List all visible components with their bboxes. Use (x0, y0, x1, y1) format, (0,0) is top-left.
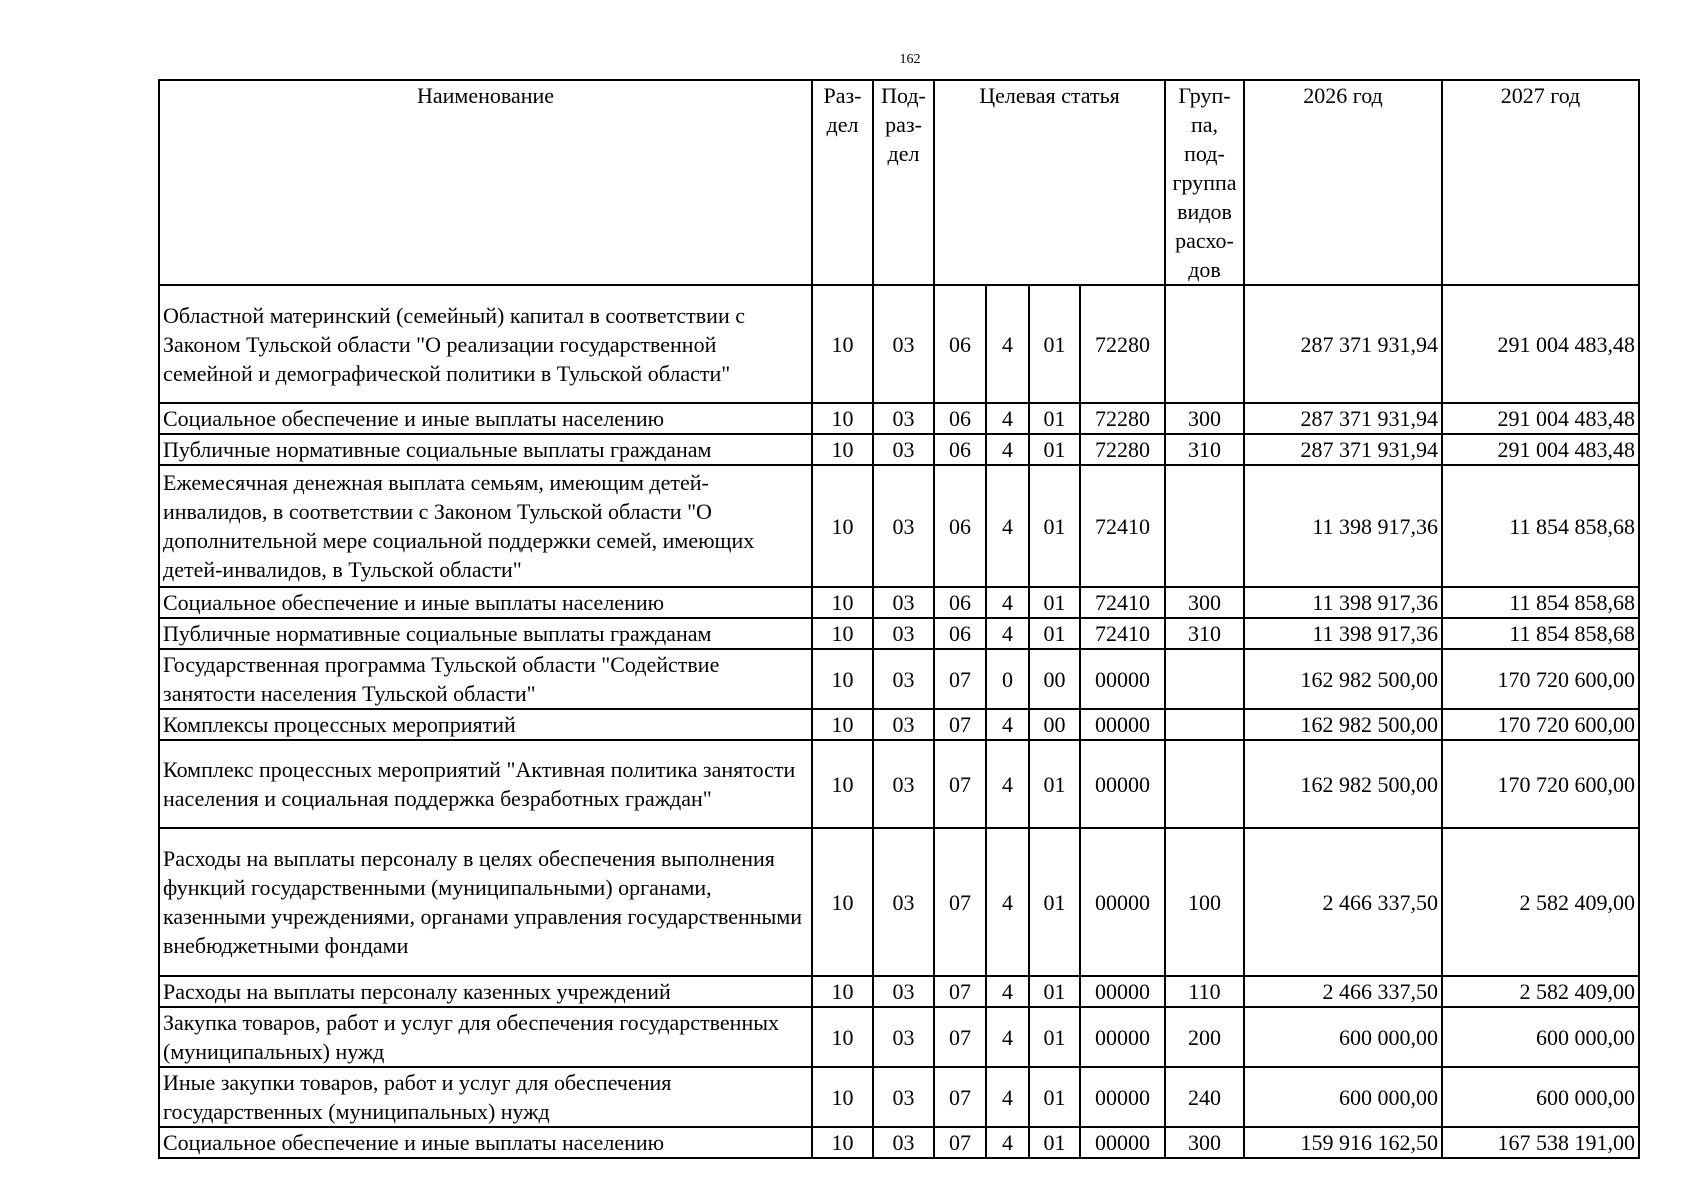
row-target-direction: 72280 (1080, 434, 1165, 465)
row-target-program: 07 (934, 1127, 986, 1158)
row-amount-2026: 287 371 931,94 (1244, 434, 1442, 465)
row-target-program: 07 (934, 740, 986, 828)
row-podrazdel: 03 (873, 740, 934, 828)
row-target-program: 07 (934, 649, 986, 709)
row-name: Ежемесячная денежная выплата семьям, имеющим детей-инвалидов, в соответствии с Законом Тульской области "О дополнительной мере социальной поддержки семей, имеющих детей-инвалидов, в Тульской области" (159, 465, 812, 587)
row-name: Комплексы процессных мероприятий (159, 709, 812, 740)
row-target-program: 07 (934, 1007, 986, 1067)
row-name: Областной материнский (семейный) капитал в соответствии с Законом Тульской области "О реализации государственной семейной и демографической политики в Тульской области" (159, 285, 812, 403)
row-expense-group: 310 (1165, 434, 1244, 465)
table-row (159, 709, 1639, 740)
row-target-event: 00 (1029, 649, 1080, 709)
row-podrazdel: 03 (873, 587, 934, 618)
row-amount-2027: 11 854 858,68 (1442, 465, 1639, 587)
row-target-event: 01 (1029, 434, 1080, 465)
row-amount-2026: 162 982 500,00 (1244, 740, 1442, 828)
row-target-direction: 00000 (1080, 1067, 1165, 1127)
row-target-direction: 00000 (1080, 1007, 1165, 1067)
row-expense-group: 300 (1165, 587, 1244, 618)
row-target-event: 01 (1029, 618, 1080, 649)
header-row (159, 80, 1639, 285)
budget-table (158, 79, 1640, 1159)
row-amount-2026: 600 000,00 (1244, 1007, 1442, 1067)
table-row (159, 1127, 1639, 1158)
header-2027: 2027 год (1442, 80, 1639, 285)
row-amount-2026: 11 398 917,36 (1244, 587, 1442, 618)
row-name: Публичные нормативные социальные выплаты гражданам (159, 434, 812, 465)
row-target-type: 4 (986, 976, 1029, 1007)
row-razdel: 10 (812, 587, 873, 618)
row-target-type: 4 (986, 465, 1029, 587)
row-target-direction: 00000 (1080, 740, 1165, 828)
table-row (159, 740, 1639, 828)
row-podrazdel: 03 (873, 976, 934, 1007)
row-target-event: 01 (1029, 1067, 1080, 1127)
row-expense-group (1165, 709, 1244, 740)
row-amount-2026: 162 982 500,00 (1244, 709, 1442, 740)
row-expense-group: 240 (1165, 1067, 1244, 1127)
row-amount-2027: 170 720 600,00 (1442, 649, 1639, 709)
row-amount-2026: 159 916 162,50 (1244, 1127, 1442, 1158)
row-razdel: 10 (812, 403, 873, 434)
row-expense-group (1165, 649, 1244, 709)
table-row (159, 1007, 1639, 1067)
row-amount-2027: 2 582 409,00 (1442, 976, 1639, 1007)
row-target-type: 0 (986, 649, 1029, 709)
table-row (159, 828, 1639, 976)
row-target-program: 06 (934, 465, 986, 587)
row-expense-group: 310 (1165, 618, 1244, 649)
row-name: Публичные нормативные социальные выплаты гражданам (159, 618, 812, 649)
row-razdel: 10 (812, 709, 873, 740)
row-target-event: 01 (1029, 740, 1080, 828)
row-target-type: 4 (986, 1007, 1029, 1067)
table-row (159, 1067, 1639, 1127)
row-expense-group (1165, 740, 1244, 828)
row-razdel: 10 (812, 1007, 873, 1067)
table-row (159, 465, 1639, 587)
row-name: Расходы на выплаты персоналу в целях обеспечения выполнения функций государственными (муниципальными) органами, казенными учреждениями, органами управления государственными внебюджетными фондами (159, 828, 812, 976)
row-name: Социальное обеспечение и иные выплаты населению (159, 1127, 812, 1158)
row-amount-2027: 2 582 409,00 (1442, 828, 1639, 976)
row-amount-2027: 170 720 600,00 (1442, 709, 1639, 740)
row-target-event: 01 (1029, 465, 1080, 587)
row-target-program: 07 (934, 976, 986, 1007)
row-name: Социальное обеспечение и иные выплаты населению (159, 587, 812, 618)
row-target-event: 01 (1029, 1007, 1080, 1067)
row-target-type: 4 (986, 618, 1029, 649)
row-target-direction: 00000 (1080, 709, 1165, 740)
row-razdel: 10 (812, 618, 873, 649)
row-target-program: 07 (934, 709, 986, 740)
row-expense-group (1165, 285, 1244, 403)
row-amount-2027: 291 004 483,48 (1442, 403, 1639, 434)
row-target-event: 01 (1029, 403, 1080, 434)
row-podrazdel: 03 (873, 403, 934, 434)
row-razdel: 10 (812, 740, 873, 828)
row-target-event: 01 (1029, 1127, 1080, 1158)
row-podrazdel: 03 (873, 465, 934, 587)
row-target-direction: 72410 (1080, 465, 1165, 587)
header-expense-group: Груп- па, под- группа видов расхо- дов (1165, 80, 1244, 285)
table-row (159, 618, 1639, 649)
row-amount-2027: 291 004 483,48 (1442, 285, 1639, 403)
row-target-type: 4 (986, 828, 1029, 976)
row-razdel: 10 (812, 465, 873, 587)
row-target-type: 4 (986, 434, 1029, 465)
header-podrazdel: Под- раз- дел (873, 80, 934, 285)
row-razdel: 10 (812, 1127, 873, 1158)
row-podrazdel: 03 (873, 828, 934, 976)
row-target-program: 07 (934, 1067, 986, 1127)
row-amount-2027: 167 538 191,00 (1442, 1127, 1639, 1158)
row-amount-2026: 11 398 917,36 (1244, 618, 1442, 649)
row-amount-2026: 2 466 337,50 (1244, 828, 1442, 976)
row-name: Государственная программа Тульской области "Содействие занятости населения Тульской области" (159, 649, 812, 709)
row-target-type: 4 (986, 403, 1029, 434)
row-target-direction: 00000 (1080, 1127, 1165, 1158)
row-amount-2027: 11 854 858,68 (1442, 618, 1639, 649)
row-podrazdel: 03 (873, 1067, 934, 1127)
row-razdel: 10 (812, 976, 873, 1007)
header-target-article: Целевая статья (934, 80, 1165, 285)
row-target-event: 01 (1029, 587, 1080, 618)
row-amount-2026: 287 371 931,94 (1244, 403, 1442, 434)
row-expense-group: 200 (1165, 1007, 1244, 1067)
page-number: 162 (899, 52, 921, 67)
row-target-direction: 72410 (1080, 618, 1165, 649)
header-2026: 2026 год (1244, 80, 1442, 285)
row-expense-group: 300 (1165, 403, 1244, 434)
row-podrazdel: 03 (873, 1007, 934, 1067)
table-row (159, 403, 1639, 434)
row-amount-2026: 2 466 337,50 (1244, 976, 1442, 1007)
row-expense-group (1165, 465, 1244, 587)
row-amount-2026: 287 371 931,94 (1244, 285, 1442, 403)
row-podrazdel: 03 (873, 649, 934, 709)
row-amount-2027: 600 000,00 (1442, 1067, 1639, 1127)
row-name: Закупка товаров, работ и услуг для обеспечения государственных (муниципальных) нужд (159, 1007, 812, 1067)
row-target-direction: 72280 (1080, 285, 1165, 403)
row-name: Иные закупки товаров, работ и услуг для обеспечения государственных (муниципальных) нужд (159, 1067, 812, 1127)
row-target-event: 00 (1029, 709, 1080, 740)
row-expense-group: 300 (1165, 1127, 1244, 1158)
row-target-program: 06 (934, 587, 986, 618)
row-target-direction: 72410 (1080, 587, 1165, 618)
table-row (159, 587, 1639, 618)
header-name: Наименование (159, 80, 812, 285)
table-row (159, 434, 1639, 465)
row-target-program: 06 (934, 403, 986, 434)
row-expense-group: 100 (1165, 828, 1244, 976)
table-row (159, 285, 1639, 403)
row-amount-2027: 11 854 858,68 (1442, 587, 1639, 618)
row-amount-2027: 170 720 600,00 (1442, 740, 1639, 828)
row-target-type: 4 (986, 709, 1029, 740)
row-target-type: 4 (986, 587, 1029, 618)
row-target-program: 06 (934, 285, 986, 403)
row-target-direction: 00000 (1080, 828, 1165, 976)
row-name: Расходы на выплаты персоналу казенных учреждений (159, 976, 812, 1007)
row-target-direction: 00000 (1080, 976, 1165, 1007)
row-expense-group: 110 (1165, 976, 1244, 1007)
row-target-type: 4 (986, 1067, 1029, 1127)
row-razdel: 10 (812, 828, 873, 976)
row-razdel: 10 (812, 649, 873, 709)
row-target-program: 06 (934, 434, 986, 465)
row-target-direction: 72280 (1080, 403, 1165, 434)
row-name: Комплекс процессных мероприятий "Активная политика занятости населения и социальная поддержка безработных граждан" (159, 740, 812, 828)
row-amount-2027: 600 000,00 (1442, 1007, 1639, 1067)
row-target-direction: 00000 (1080, 649, 1165, 709)
row-target-event: 01 (1029, 285, 1080, 403)
row-target-type: 4 (986, 740, 1029, 828)
header-razdel: Раз- дел (812, 80, 873, 285)
row-target-program: 06 (934, 618, 986, 649)
row-podrazdel: 03 (873, 434, 934, 465)
row-razdel: 10 (812, 434, 873, 465)
row-amount-2027: 291 004 483,48 (1442, 434, 1639, 465)
row-razdel: 10 (812, 285, 873, 403)
row-amount-2026: 11 398 917,36 (1244, 465, 1442, 587)
row-target-event: 01 (1029, 976, 1080, 1007)
row-podrazdel: 03 (873, 285, 934, 403)
row-amount-2026: 162 982 500,00 (1244, 649, 1442, 709)
row-target-type: 4 (986, 285, 1029, 403)
row-name: Социальное обеспечение и иные выплаты населению (159, 403, 812, 434)
row-target-program: 07 (934, 828, 986, 976)
row-target-event: 01 (1029, 828, 1080, 976)
row-podrazdel: 03 (873, 1127, 934, 1158)
table-row (159, 649, 1639, 709)
row-razdel: 10 (812, 1067, 873, 1127)
table-row (159, 976, 1639, 1007)
row-target-type: 4 (986, 1127, 1029, 1158)
row-amount-2026: 600 000,00 (1244, 1067, 1442, 1127)
row-podrazdel: 03 (873, 618, 934, 649)
row-podrazdel: 03 (873, 709, 934, 740)
